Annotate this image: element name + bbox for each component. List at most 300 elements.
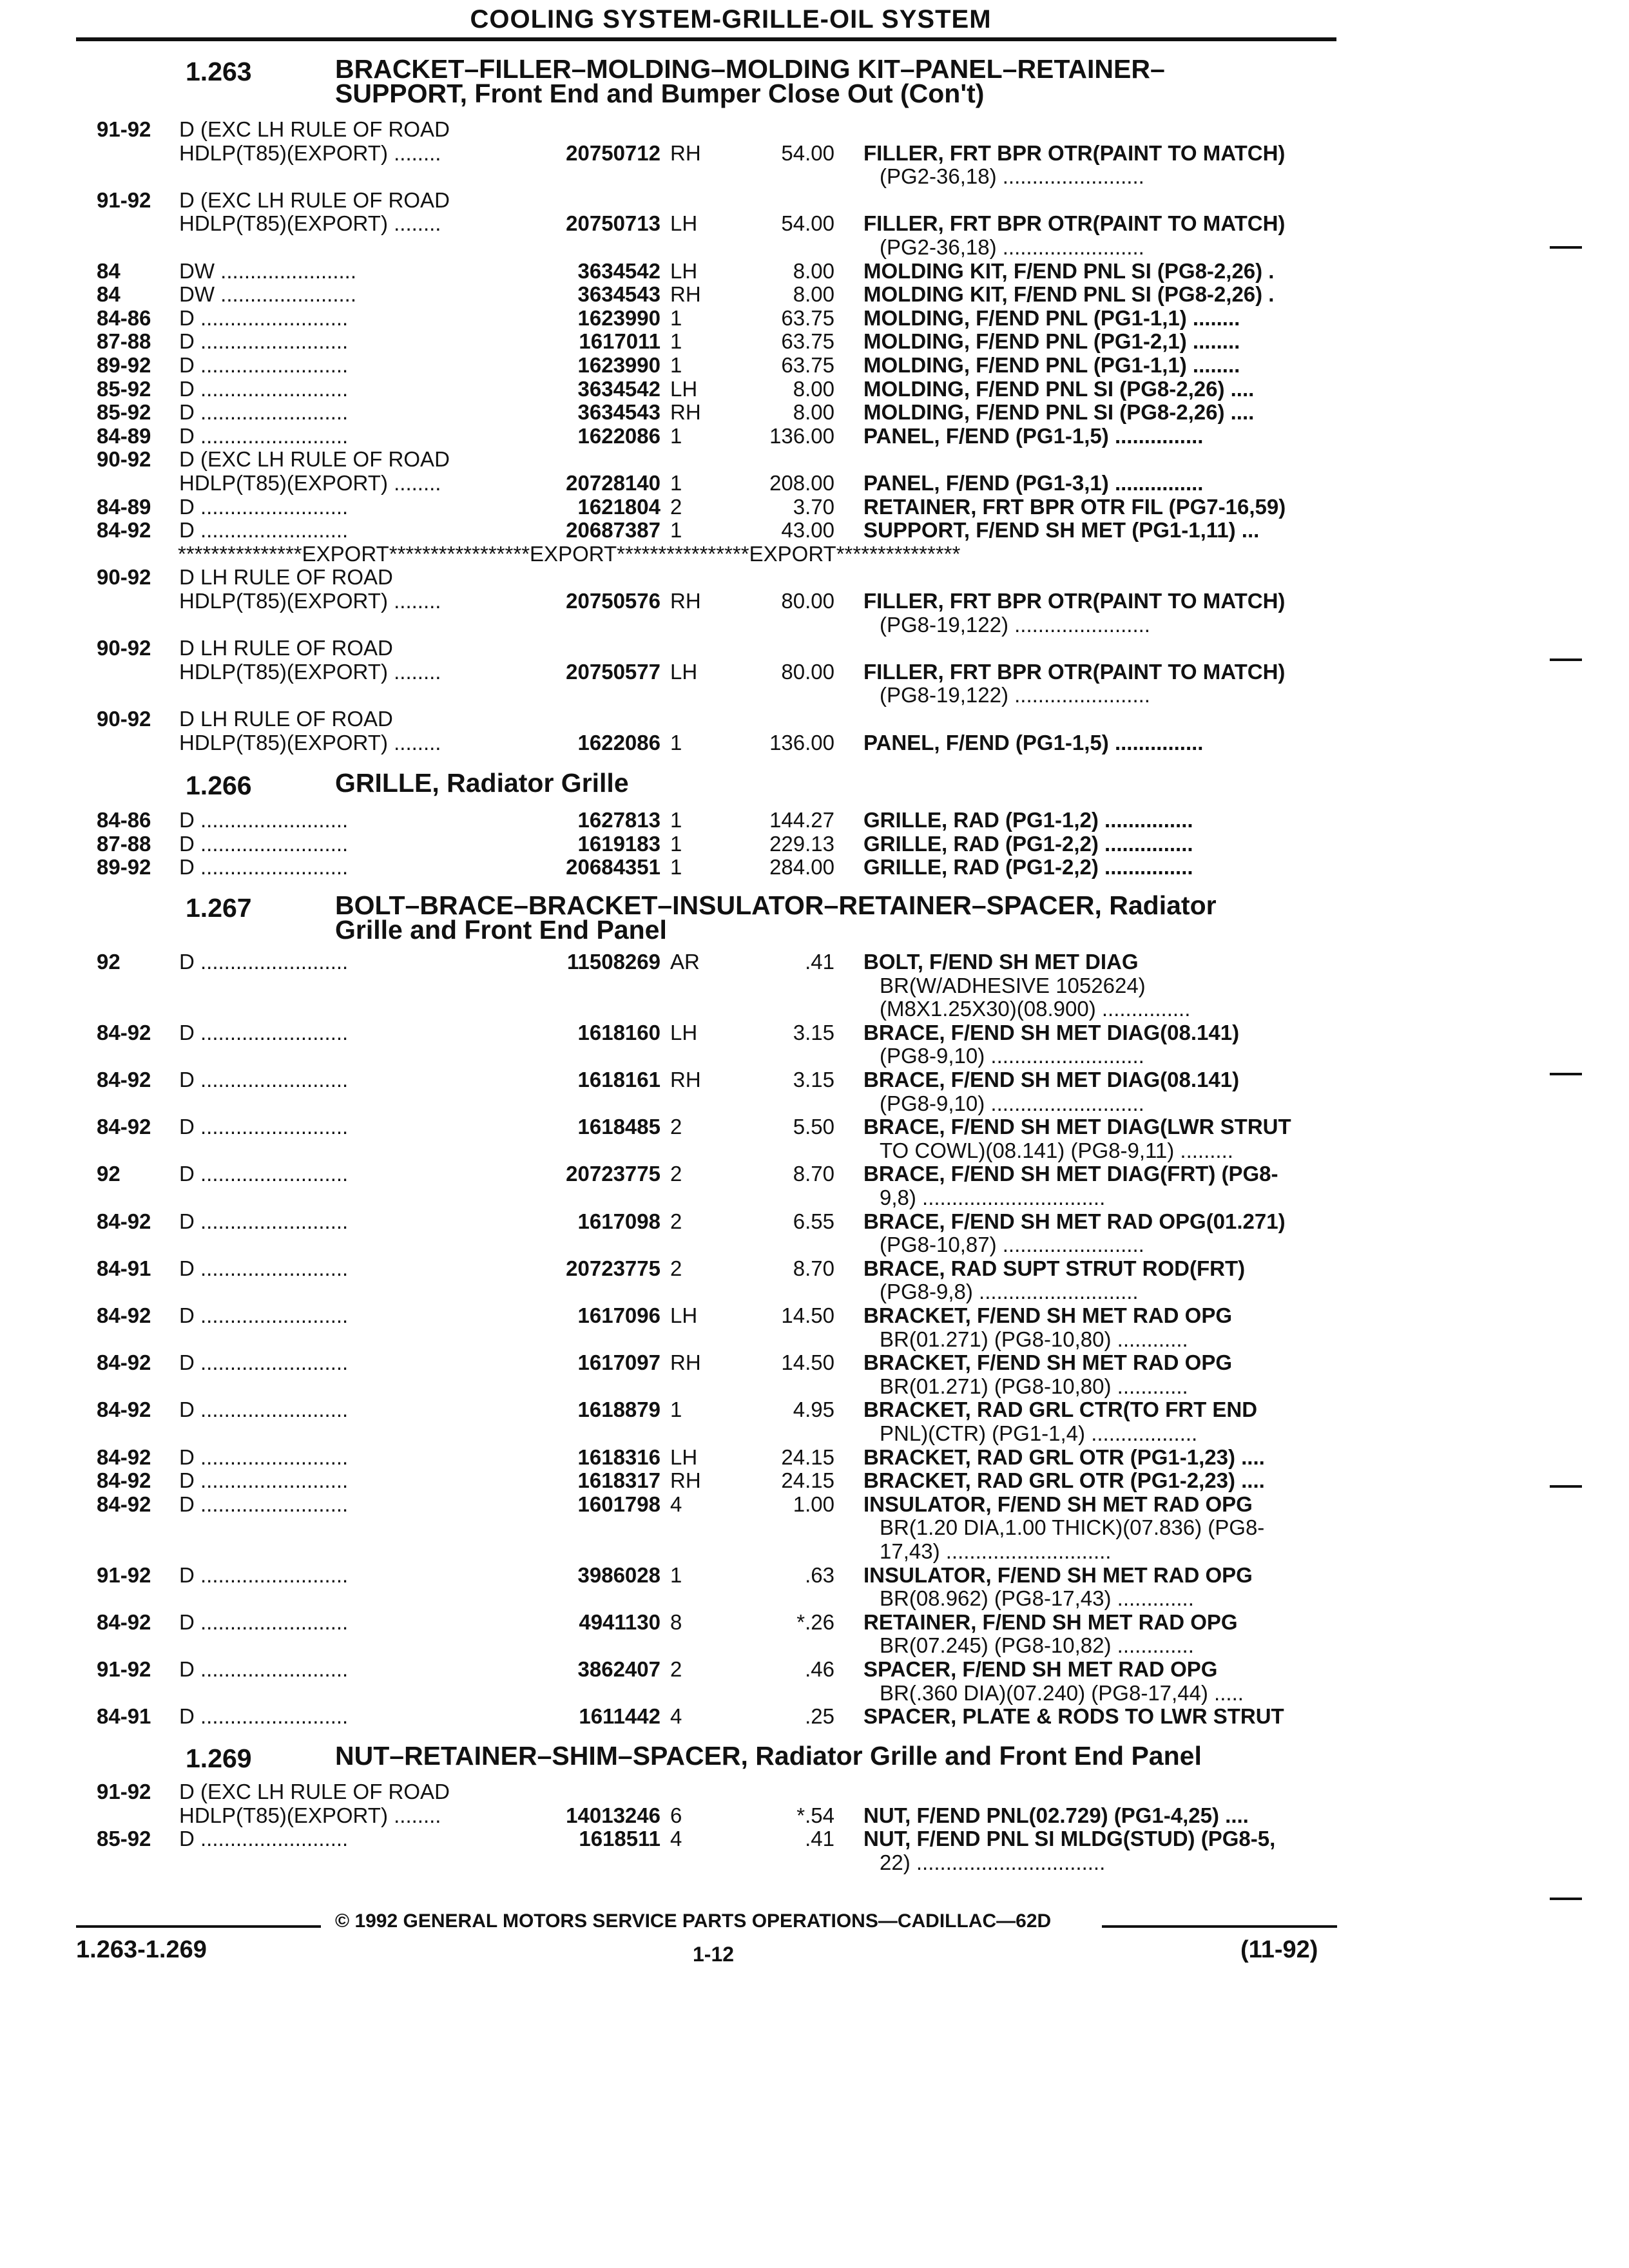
price: 8.70 [793,1256,834,1280]
part-name: BRACE, F/END SH MET DIAG(LWR STRUT [863,1115,1291,1139]
part-name-continued: 17,43) ............................ [880,1539,1112,1563]
model-years: 89-92 [97,855,151,879]
price: .41 [805,1827,834,1851]
part-name: FILLER, FRT BPR OTR(PAINT TO MATCH) [863,589,1286,613]
part-number: 1618879 [577,1398,660,1422]
quantity: RH [670,589,701,613]
model-years: 91-92 [97,1562,151,1587]
part-name: RETAINER, FRT BPR OTR FIL (PG7-16,59) [863,494,1286,519]
model-years: 84-92 [97,1020,151,1044]
part-row [0,808,1353,831]
part-row [0,1515,1353,1539]
part-number: 20723775 [566,1256,660,1280]
section-title-line: BRACKET–FILLER–MOLDING–MOLDING KIT–PANEL–RETAINER– [335,54,1165,84]
model-years: 90-92 [97,565,151,590]
part-row [0,1445,1353,1468]
part-row [0,1421,1353,1445]
price: 8.00 [793,400,834,425]
part-number: 20750713 [566,211,660,236]
model-years: 84-92 [97,1115,151,1139]
usage-description: HDLP(T85)(EXPORT) ........ [179,730,441,754]
part-number: 3986028 [577,1562,660,1587]
quantity: RH [670,140,701,165]
usage-description: HDLP(T85)(EXPORT) ........ [179,211,441,236]
part-name-continued: (M8X1.25X30)(08.900) ............... [880,997,1191,1021]
part-number: 20750577 [566,659,660,684]
usage-description: D ......................... [179,1492,349,1516]
quantity: LH [670,211,698,236]
part-row [0,1803,1353,1827]
usage-description: D ......................... [179,1162,349,1186]
part-row [0,447,1353,470]
part-name-continued: 9,8) ............................... [880,1186,1106,1209]
part-row [0,1209,1353,1233]
quantity: 4 [670,1492,682,1516]
quantity: 1 [670,831,682,856]
part-number: 1623990 [577,353,660,377]
quantity: RH [670,1068,701,1091]
part-row [0,259,1353,282]
part-name: PANEL, F/END (PG1-1,5) ............... [863,423,1204,448]
page-header-title: COOLING SYSTEM-GRILLE-OIL SYSTEM [470,5,992,34]
part-row [0,424,1353,447]
price: 6.55 [793,1209,834,1233]
margin-tick [1550,1898,1582,1900]
part-number: 1622086 [577,730,660,754]
part-name: NUT, F/END PNL(02.729) (PG1-4,25) .... [863,1803,1249,1827]
section-title-line: Grille and Front End Panel [335,915,667,945]
usage-description: D ......................... [179,1115,349,1139]
model-years: 84-91 [97,1704,151,1729]
price: 80.00 [781,659,834,684]
section-title-line: GRILLE, Radiator Grille [335,768,629,798]
usage-description: D ......................... [179,423,349,448]
price: 54.00 [781,211,834,236]
usage-description: HDLP(T85)(EXPORT) ........ [179,589,441,613]
quantity: 6 [670,1803,682,1827]
price: 136.00 [769,423,834,448]
price: 14.50 [781,1350,834,1375]
part-row [0,1850,1353,1874]
part-name-continued: BR(01.271) (PG8-10,80) ............ [880,1374,1188,1398]
section-title-line: SUPPORT, Front End and Bumper Close Out (Con't) [335,79,985,108]
part-name: MOLDING, F/END PNL SI (PG8-2,26) .... [863,400,1255,425]
part-name-continued: (PG8-9,8) ........................... [880,1280,1139,1304]
section-number: 1.269 [186,1744,252,1773]
price: *.26 [796,1610,834,1634]
part-row [0,1657,1353,1680]
part-name: BRACE, F/END SH MET RAD OPG(01.271) [863,1209,1286,1233]
usage-description: D ......................... [179,1303,349,1327]
price: 208.00 [769,471,834,495]
model-years: 84-92 [97,1492,151,1516]
part-name-continued: BR(1.20 DIA,1.00 THICK)(07.836) (PG8- [880,1515,1265,1540]
price: 4.95 [793,1398,834,1422]
usage-description: D ......................... [179,1398,349,1422]
model-years: 87-88 [97,831,151,856]
part-row [0,613,1353,636]
part-row [0,950,1353,973]
part-number: 3634543 [577,400,660,425]
price: .25 [805,1704,834,1729]
part-name: MOLDING, F/END PNL (PG1-1,1) ........ [863,305,1240,330]
part-name-continued: TO COWL)(08.141) (PG8-9,11) ......... [880,1138,1233,1162]
part-name-continued: (PG2-36,18) ........................ [880,164,1144,189]
part-number: 20723775 [566,1162,660,1186]
part-row [0,306,1353,329]
quantity: RH [670,282,701,307]
quantity: LH [670,659,698,684]
part-number: 1617097 [577,1350,660,1375]
usage-description: D ......................... [179,518,349,543]
quantity: 8 [670,1610,682,1634]
usage-description: D ......................... [179,1704,349,1729]
section-title-line: NUT–RETAINER–SHIM–SPACER, Radiator Grille and Front End Panel [335,1741,1202,1771]
quantity: 4 [670,1827,682,1851]
part-number: 1617098 [577,1209,660,1233]
usage-description: HDLP(T85)(EXPORT) ........ [179,1803,441,1827]
part-number: 3862407 [577,1657,660,1681]
usage-description: D LH RULE OF ROAD [179,565,393,590]
section-number: 1.266 [186,771,252,800]
part-name: BRACKET, RAD GRL OTR (PG1-2,23) .... [863,1468,1265,1493]
usage-description: D ......................... [179,1657,349,1681]
part-row [0,329,1353,352]
usage-description: DW ....................... [179,282,357,307]
part-row [0,707,1353,730]
quantity: 2 [670,1657,682,1681]
part-row [0,731,1353,754]
quantity: 4 [670,1704,682,1729]
part-number: 1618485 [577,1115,660,1139]
model-years: 84-92 [97,518,151,543]
part-name-continued: (PG8-9,10) .......................... [880,1044,1144,1068]
usage-description: HDLP(T85)(EXPORT) ........ [179,140,441,165]
model-years: 91-92 [97,187,151,212]
part-name-continued: (PG8-19,122) ....................... [880,612,1150,637]
part-name: SUPPORT, F/END SH MET (PG1-1,11) ... [863,518,1260,543]
price: 3.70 [793,494,834,519]
model-years: 89-92 [97,353,151,377]
part-row [0,636,1353,659]
usage-description: D ......................... [179,831,349,856]
quantity: AR [670,950,700,974]
header-rule [76,37,1336,41]
model-years: 84-86 [97,305,151,330]
part-row [0,589,1353,612]
section-title [335,1741,1340,1771]
part-row [0,1398,1353,1421]
model-years: 90-92 [97,636,151,660]
model-years: 91-92 [97,117,151,141]
margin-tick [1550,658,1582,661]
part-name-continued: (PG8-10,87) ........................ [880,1233,1144,1257]
quantity: LH [670,1303,698,1327]
part-row [0,832,1353,855]
part-number: 1618317 [577,1468,660,1493]
part-name: BRACKET, RAD GRL CTR(TO FRT END [863,1398,1258,1422]
part-row [0,1068,1353,1091]
quantity: 1 [670,730,682,754]
part-number: 4941130 [579,1610,660,1634]
model-years: 91-92 [97,1780,151,1803]
part-row [0,188,1353,211]
part-number: 1619183 [577,831,660,856]
margin-tick [1550,1485,1582,1488]
price: 229.13 [769,831,834,856]
price: 63.75 [781,329,834,354]
quantity: 1 [670,305,682,330]
part-row [0,1256,1353,1280]
part-name: BRACKET, RAD GRL OTR (PG1-1,23) .... [863,1445,1265,1469]
usage-description: D ......................... [179,494,349,519]
part-name: FILLER, FRT BPR OTR(PAINT TO MATCH) [863,211,1286,236]
usage-description: D ......................... [179,400,349,425]
usage-description: D LH RULE OF ROAD [179,707,393,731]
part-row [0,377,1353,400]
footer-section-range: 1.263-1.269 [76,1936,207,1963]
price: 1.00 [793,1492,834,1516]
usage-description: DW ....................... [179,258,357,283]
margin-tick [1550,246,1582,249]
part-name-continued: (PG2-36,18) ........................ [880,235,1144,259]
part-number: 1617011 [579,329,660,354]
part-row [0,855,1353,878]
part-row [0,518,1353,541]
part-name: SPACER, F/END SH MET RAD OPG [863,1657,1218,1681]
part-name: PANEL, F/END (PG1-1,5) ............... [863,730,1204,754]
part-name: FILLER, FRT BPR OTR(PAINT TO MATCH) [863,659,1286,684]
part-row [0,1044,1353,1067]
footer-rule-right [1102,1925,1337,1928]
price: 54.00 [781,140,834,165]
part-name: GRILLE, RAD (PG1-2,2) ............... [863,855,1193,879]
quantity: 2 [670,494,682,519]
model-years: 84-92 [97,1350,151,1375]
price: 43.00 [781,518,834,543]
part-row [0,565,1353,588]
price: .63 [805,1562,834,1587]
part-row [0,974,1353,997]
price: 24.15 [781,1468,834,1493]
price: 63.75 [781,305,834,330]
model-years: 84-89 [97,423,151,448]
part-number: 20687387 [566,518,660,543]
part-row [0,1280,1353,1303]
model-years: 84-92 [97,1445,151,1469]
part-name-continued: (PG8-19,122) ....................... [880,683,1150,707]
quantity: 2 [670,1115,682,1139]
quantity: RH [670,1350,701,1375]
part-name: BRACE, F/END SH MET DIAG(08.141) [863,1020,1240,1044]
part-row [0,353,1353,376]
part-name: INSULATOR, F/END SH MET RAD OPG [863,1492,1253,1516]
part-name: MOLDING KIT, F/END PNL SI (PG8-2,26) . [863,258,1275,283]
price: 8.00 [793,282,834,307]
part-name: BRACE, RAD SUPT STRUT ROD(FRT) [863,1256,1246,1280]
part-row [0,1827,1353,1850]
part-number: 1618160 [577,1020,660,1044]
usage-description: D ......................... [179,1468,349,1493]
part-name-continued: BR(.360 DIA)(07.240) (PG8-17,44) ..... [880,1680,1244,1705]
part-row [0,1563,1353,1586]
model-years: 84-91 [97,1256,151,1280]
part-number: 1622086 [577,423,660,448]
quantity: 1 [670,471,682,495]
part-number: 11508269 [566,950,660,974]
price: .41 [805,950,834,974]
price: 63.75 [781,353,834,377]
part-number: 3634542 [577,258,660,283]
quantity: 1 [670,808,682,832]
price: 80.00 [781,589,834,613]
part-name: GRILLE, RAD (PG1-2,2) ............... [863,831,1193,856]
section-number: 1.267 [186,893,252,923]
part-row [0,1374,1353,1398]
part-row [0,1139,1353,1162]
usage-description: D ......................... [179,353,349,377]
part-number: 1618161 [577,1068,660,1091]
quantity: 1 [670,855,682,879]
part-number: 20684351 [566,855,660,879]
model-years: 84 [97,258,120,283]
part-name-continued: BR(W/ADHESIVE 1052624) [880,973,1146,997]
part-row [0,235,1353,258]
part-name-continued: BR(08.962) (PG8-17,43) ............. [880,1586,1194,1611]
quantity: 2 [670,1209,682,1233]
part-name: INSULATOR, F/END SH MET RAD OPG [863,1562,1253,1587]
part-name-continued: BR(01.271) (PG8-10,80) ............ [880,1327,1188,1351]
section-title-line: BOLT–BRACE–BRACKET–INSULATOR–RETAINER–SPACER, Radiator [335,890,1217,920]
part-number: 1618316 [577,1445,660,1469]
price: 3.15 [793,1068,834,1091]
usage-description: D ......................... [179,305,349,330]
quantity: 2 [670,1256,682,1280]
part-number: 1618511 [579,1827,660,1851]
model-years: 84 [97,282,120,307]
part-row [0,1586,1353,1610]
part-name: FILLER, FRT BPR OTR(PAINT TO MATCH) [863,140,1286,165]
part-number: 3634542 [577,376,660,401]
price: 144.27 [769,808,834,832]
export-divider: ***************EXPORT*****************EXPORT****************EXPORT*************** [178,541,961,566]
section-title [335,890,1340,945]
part-name: SPACER, PLATE & RODS TO LWR STRUT [863,1704,1284,1729]
part-name: PANEL, F/END (PG1-3,1) ............... [863,471,1204,495]
part-row [0,1327,1353,1350]
part-name: BOLT, F/END SH MET DIAG [863,950,1139,974]
usage-description: D ......................... [179,855,349,879]
price: 14.50 [781,1303,834,1327]
usage-description: HDLP(T85)(EXPORT) ........ [179,471,441,495]
quantity: LH [670,1445,698,1469]
part-row [0,997,1353,1020]
price: .46 [805,1657,834,1681]
part-row [0,683,1353,706]
footer-page-number: 1-12 [693,1943,735,1966]
usage-description: D (EXC LH RULE OF ROAD [179,187,450,212]
usage-description: D ......................... [179,1610,349,1634]
part-row [0,1021,1353,1044]
usage-description: D ......................... [179,1068,349,1091]
part-row [0,1492,1353,1515]
quantity: 1 [670,1398,682,1422]
part-name: RETAINER, F/END SH MET RAD OPG [863,1610,1238,1634]
footer-copyright: © 1992 GENERAL MOTORS SERVICE PARTS OPERATIONS—CADILLAC—62D [335,1910,1052,1932]
part-number: 1627813 [577,808,660,832]
part-name: MOLDING, F/END PNL SI (PG8-2,26) .... [863,376,1255,401]
quantity: 1 [670,423,682,448]
part-name: MOLDING KIT, F/END PNL SI (PG8-2,26) . [863,282,1275,307]
price: 5.50 [793,1115,834,1139]
part-row [0,400,1353,423]
model-years: 84-92 [97,1468,151,1493]
usage-description: D ......................... [179,1256,349,1280]
model-years: 85-92 [97,1827,151,1851]
quantity: 1 [670,518,682,543]
usage-description: D (EXC LH RULE OF ROAD [179,447,450,472]
part-number: 20728140 [566,471,660,495]
part-row [0,117,1353,140]
part-number: 1621804 [577,494,660,519]
price: 3.15 [793,1020,834,1044]
usage-description: D (EXC LH RULE OF ROAD [179,1780,450,1803]
part-row [0,1091,1353,1115]
quantity: 1 [670,353,682,377]
usage-description: D (EXC LH RULE OF ROAD [179,117,450,141]
part-row [0,164,1353,187]
price: 8.00 [793,376,834,401]
part-row [0,1233,1353,1256]
model-years: 87-88 [97,329,151,354]
footer-date: (11-92) [1240,1936,1318,1963]
price: 136.00 [769,730,834,754]
model-years: 92 [97,950,120,974]
price: 8.70 [793,1162,834,1186]
model-years: 90-92 [97,447,151,472]
price: 284.00 [769,855,834,879]
part-row [0,1468,1353,1492]
part-name-continued: BR(07.245) (PG8-10,82) ............. [880,1633,1194,1658]
usage-description: D ......................... [179,1350,349,1375]
part-name: MOLDING, F/END PNL (PG1-2,1) ........ [863,329,1240,354]
quantity: RH [670,1468,701,1493]
model-years: 84-92 [97,1303,151,1327]
part-number: 20750576 [566,589,660,613]
part-name: MOLDING, F/END PNL (PG1-1,1) ........ [863,353,1240,377]
usage-description: D LH RULE OF ROAD [179,636,393,660]
model-years: 90-92 [97,707,151,731]
quantity: LH [670,376,698,401]
part-row [0,1610,1353,1633]
usage-description: D ......................... [179,329,349,354]
part-row [0,471,1353,494]
part-row [0,1633,1353,1657]
quantity: 1 [670,329,682,354]
model-years: 92 [97,1162,120,1186]
usage-description: D ......................... [179,950,349,974]
part-number: 1623990 [577,305,660,330]
price: 8.00 [793,258,834,283]
part-row [0,1162,1353,1185]
part-row [0,1115,1353,1138]
part-name: GRILLE, RAD (PG1-1,2) ............... [863,808,1193,832]
part-name: NUT, F/END PNL SI MLDG(STUD) (PG8-5, [863,1827,1276,1851]
part-row [0,660,1353,683]
model-years: 84-92 [97,1068,151,1091]
model-years: 85-92 [97,376,151,401]
model-years: 84-92 [97,1610,151,1634]
